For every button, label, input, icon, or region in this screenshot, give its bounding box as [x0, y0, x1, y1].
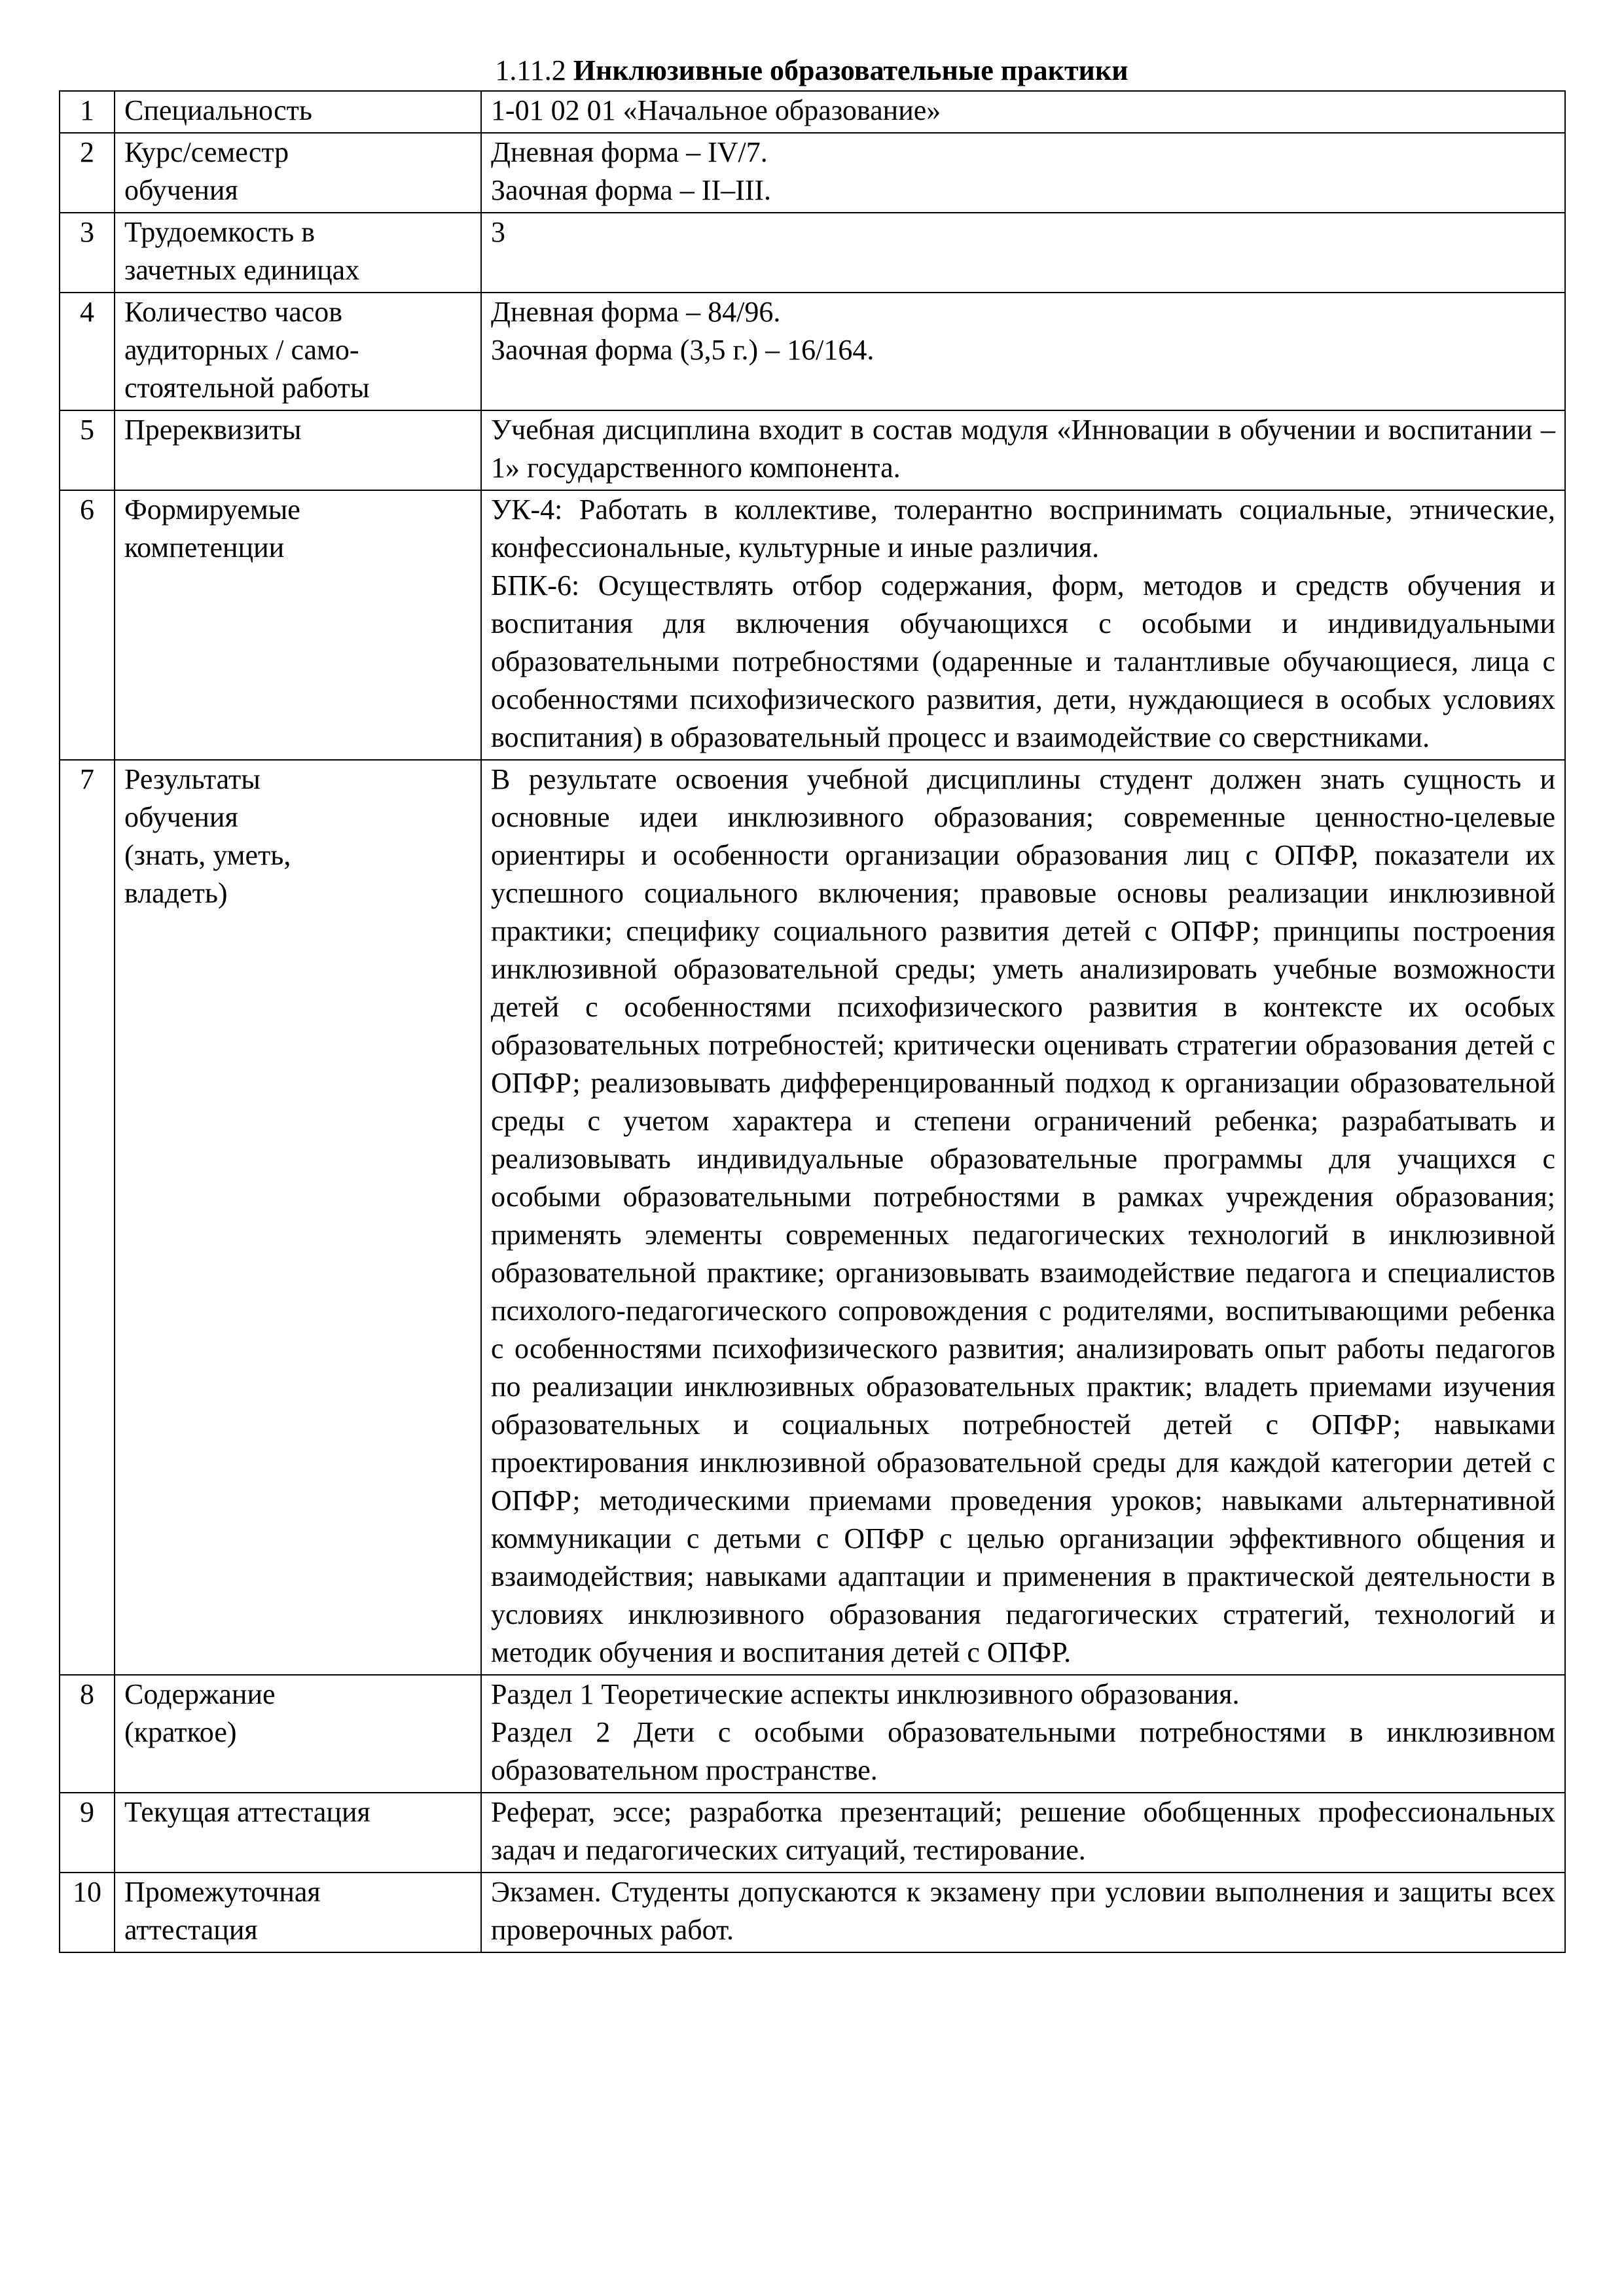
row-number: 2: [60, 133, 115, 213]
row-value-paragraph: Экзамен. Студенты допускаются к экзамену при условии выполнения и защиты всех проверочных работ.: [491, 1876, 1555, 1946]
row-value: [481, 760, 1565, 1675]
section-number: 1.11.2: [495, 54, 566, 86]
row-label-line: Промежуточная: [124, 1876, 321, 1908]
row-label: [115, 293, 481, 410]
row-label-line: (краткое): [124, 1716, 237, 1748]
row-label-line: Пререквизиты: [124, 414, 302, 446]
row-label: [115, 760, 481, 1675]
row-label-line: владеть): [124, 877, 228, 909]
competence-bpk6: БПК-6: Осуществлять отбор содержания, форм, методов и средств обучения и воспитания для включения обучающихся с особыми и индивидуальными образовательными потребностями (одаренные и талантливые обучающиеся, лица с особенностями психофизического развития, дети, нуждающиеся в особых условиях воспитания) в образовательный процесс и взаимодействие со сверстниками.: [491, 569, 1555, 753]
row-number: 6: [60, 490, 115, 760]
row-number: 7: [60, 760, 115, 1675]
content-section-2: Раздел 2 Дети с особыми образовательными потребностями в инклюзивном образовательном пространстве.: [491, 1716, 1555, 1786]
table-row: [60, 91, 1565, 133]
row-label-line: стоятельной работы: [124, 372, 370, 404]
row-value: [481, 293, 1565, 410]
table-row: [60, 1873, 1565, 1952]
row-label-line: Курс/семестр: [124, 136, 289, 168]
row-value-paragraph: Учебная дисциплина входит в состав модуля «Инновации в обучении и воспитании – 1» государственного компонента.: [491, 414, 1555, 484]
row-label-line: обучения: [124, 801, 238, 833]
row-label: [115, 410, 481, 490]
row-value: [481, 91, 1565, 133]
learning-outcomes-text: В результате освоения учебной дисциплины студент должен знать сущность и основные идеи инклюзивного образования; современные ценностно-целевые ориентиры и особенности организации образования лиц с ОПФР, показатели их успешного социального включения; правовые основы реализации инклюзивной практики; специфику социального развития детей с ОПФР; принципы построения инклюзивной образовательной среды; уметь анализировать учебные возможности детей с особенностями психофизического развития в контексте их особых образовательных потребностей; критически оценивать стратегии образования детей с ОПФР; реализовывать дифференцированный подход к организации образовательной среды с учетом характера и степени ограничений ребенка; разрабатывать и реализовывать индивидуальные образовательные программы для учащихся с особыми образовательными потребностями в рамках учреждения образования; применять элементы современных педагогических технологий в инклюзивной образовательной практике; организовывать взаимодействие педагога и специалистов психолого-педагогического сопровождения с родителями, воспитывающими ребенка с особенностями психофизического развития; анализировать опыт работы педагогов по реализации инклюзивных образовательных практик; владеть приемами изучения образовательных и социальных потребностей детей с ОПФР; навыками проектирования инклюзивной образовательной среды для каждой категории детей с ОПФР; методическими приемами проведения уроков; навыками альтернативной коммуникации с детьми с ОПФР с целью организации эффективного общения и взаимодействия; навыками адаптации и применения в практической деятельности в условиях инклюзивного образования педагогических стратегий, технологий и методик обучения и воспитания детей с ОПФР.: [491, 763, 1555, 1668]
row-number: 3: [60, 213, 115, 293]
row-number: 8: [60, 1675, 115, 1793]
row-value-line: Заочная форма – II–III.: [491, 174, 772, 206]
row-label: [115, 133, 481, 213]
row-number: 5: [60, 410, 115, 490]
row-label: [115, 1675, 481, 1793]
section-name: Инклюзивные образовательные практики: [573, 54, 1128, 86]
table-row: [60, 1793, 1565, 1873]
table-row: [60, 293, 1565, 410]
row-label-line: Специальность: [124, 94, 312, 126]
row-label-line: Результаты: [124, 763, 261, 795]
row-label: [115, 1793, 481, 1873]
course-table: [59, 90, 1566, 1953]
row-value-line: 3: [491, 216, 505, 248]
row-value: [481, 410, 1565, 490]
row-value-paragraph: Реферат, эссе; разработка презентаций; решение обобщенных профессиональных задач и педагогических ситуаций, тестирование.: [491, 1796, 1555, 1866]
competence-uk4: УК-4: Работать в коллективе, толерантно воспринимать социальные, этнические, конфессиональные, культурные и иные различия.: [491, 493, 1555, 564]
row-value-line: Дневная форма – 84/96.: [491, 296, 781, 328]
row-value-line: Дневная форма – IV/7.: [491, 136, 768, 168]
table-row: [60, 213, 1565, 293]
row-label: [115, 91, 481, 133]
row-label: [115, 1873, 481, 1952]
row-label-line: Текущая аттестация: [124, 1796, 370, 1828]
table-row: [60, 133, 1565, 213]
row-value-line: Заочная форма (3,5 г.) – 16/164.: [491, 334, 875, 366]
row-label-line: (знать, уметь,: [124, 839, 291, 871]
row-label-line: компетенции: [124, 531, 285, 564]
row-label: [115, 490, 481, 760]
row-value: [481, 1873, 1565, 1952]
row-label-line: обучения: [124, 174, 238, 206]
row-number: 9: [60, 1793, 115, 1873]
row-label-line: Содержание: [124, 1678, 276, 1710]
row-value: [481, 1675, 1565, 1793]
table-row: [60, 1675, 1565, 1793]
document-page: [59, 51, 1564, 1953]
row-label-line: аудиторных / само-: [124, 334, 359, 366]
row-label-line: аттестация: [124, 1914, 258, 1946]
row-label: [115, 213, 481, 293]
row-value: [481, 490, 1565, 760]
section-title: [59, 51, 1564, 90]
row-label-line: Формируемые: [124, 493, 300, 526]
table-row: [60, 760, 1565, 1675]
row-number: 4: [60, 293, 115, 410]
row-value: [481, 133, 1565, 213]
row-value: [481, 213, 1565, 293]
row-label-line: Трудоемкость в: [124, 216, 315, 248]
table-row: [60, 490, 1565, 760]
row-number: 1: [60, 91, 115, 133]
row-label-line: Количество часов: [124, 296, 343, 328]
row-label-line: зачетных единицах: [124, 254, 360, 286]
row-value: [481, 1793, 1565, 1873]
row-value-line: 1-01 02 01 «Начальное образование»: [491, 94, 941, 126]
row-number: 10: [60, 1873, 115, 1952]
content-section-1: Раздел 1 Теоретические аспекты инклюзивного образования.: [491, 1678, 1240, 1710]
table-row: [60, 410, 1565, 490]
